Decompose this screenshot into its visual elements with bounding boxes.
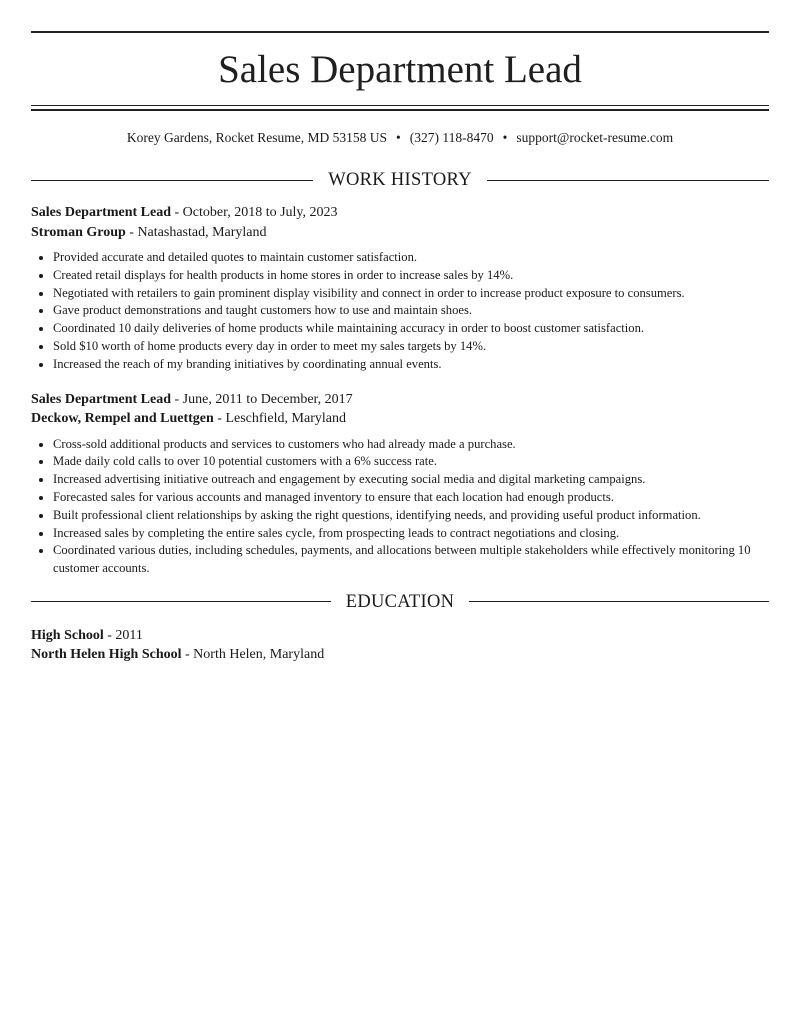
- bullet-item: • Made daily cold calls to over 10 potential customers with a 6% success rate.: [53, 453, 769, 471]
- bullet-item: • Increased advertising initiative outreach and engagement by executing social media and digital marketing campaigns.: [53, 471, 769, 489]
- contact-phone: (327) 118-8470: [409, 130, 494, 145]
- education-location: - North Helen, Maryland: [181, 647, 325, 663]
- job-bullets: [31, 249, 769, 374]
- education-entry: [31, 626, 769, 665]
- job-entry: [31, 203, 769, 374]
- section-rule-right: [469, 601, 769, 602]
- job-dates: - October, 2018 to July, 2023: [171, 205, 338, 220]
- job-title-line: [31, 203, 769, 223]
- job-title-line: [31, 390, 769, 410]
- job-entry: [31, 390, 769, 578]
- bullet-item: • Increased the reach of my branding initiatives by coordinating annual events.: [53, 356, 769, 374]
- job-company: Deckow, Rempel and Luettgen: [31, 411, 214, 427]
- bullet-item: • Forecasted sales for various accounts and managed inventory to ensure that each location had enough products.: [53, 489, 769, 507]
- bullet-item: • Gave product demonstrations and taught customers how to use and maintain shoes.: [53, 302, 769, 320]
- education-school: North Helen High School: [31, 647, 182, 663]
- education-year: - 2011: [103, 627, 143, 643]
- resume-title: Sales Department Lead: [218, 48, 582, 91]
- work-history-header: [31, 168, 769, 192]
- bullet-item: • Created retail displays for health products in home stores in order to increase sales by 14%.: [53, 267, 769, 285]
- bullet-item: • Built professional client relationships by asking the right questions, identifying needs, and providing useful product information.: [53, 507, 769, 525]
- work-history-heading: WORK HISTORY: [328, 170, 472, 190]
- job-title: Sales Department Lead: [31, 391, 171, 407]
- resume-page: [31, 0, 769, 665]
- contact-address: Korey Gardens, Rocket Resume, MD 53158 US: [126, 130, 388, 145]
- section-rule-right: [487, 180, 769, 181]
- job-location: - Leschfield, Maryland: [213, 411, 346, 427]
- job-dates: - June, 2011 to December, 2017: [171, 391, 353, 407]
- education-heading: EDUCATION: [345, 591, 455, 612]
- job-title: Sales Department Lead: [31, 205, 171, 220]
- bullet-item: • Increased sales by completing the entire sales cycle, from prospecting leads to contract negotiations and closing.: [53, 525, 769, 543]
- contact-line: [31, 128, 769, 148]
- education-degree-line: [31, 626, 769, 646]
- education-degree: High School: [31, 627, 104, 643]
- bullet-item: • Provided accurate and detailed quotes to maintain customer satisfaction.: [53, 249, 769, 267]
- education-school-line: [31, 645, 769, 665]
- contact-email: support@rocket-resume.com: [516, 130, 674, 145]
- section-rule-left: [31, 180, 313, 181]
- job-bullets: [31, 436, 769, 578]
- title-double-rule: [31, 105, 769, 111]
- job-company-line: [31, 409, 769, 429]
- education-header: [31, 590, 769, 614]
- bullet-item: • Sold $10 worth of home products every day in order to meet my sales targets by 14%.: [53, 338, 769, 356]
- job-location: - Natashastad, Maryland: [125, 224, 267, 240]
- bullet-item: • Coordinated 10 daily deliveries of home products while maintaining accuracy in order to boost customer satisfaction.: [53, 320, 769, 338]
- section-rule-left: [31, 601, 331, 602]
- contact-separator: •: [502, 130, 508, 145]
- contact-separator: •: [396, 130, 401, 145]
- bullet-item: • Coordinated various duties, including schedules, payments, and allocations between multiple stakeholders while effectively monitoring 10 customer accounts.: [53, 542, 769, 578]
- bullet-item: • Cross-sold additional products and services to customers who had already made a purchase.: [53, 436, 769, 454]
- job-company: Stroman Group: [31, 224, 126, 240]
- job-company-line: [31, 223, 769, 243]
- bullet-item: • Negotiated with retailers to gain prominent display visibility and connect in order to increase product exposure to consumers.: [53, 285, 769, 303]
- top-rule: [31, 31, 769, 33]
